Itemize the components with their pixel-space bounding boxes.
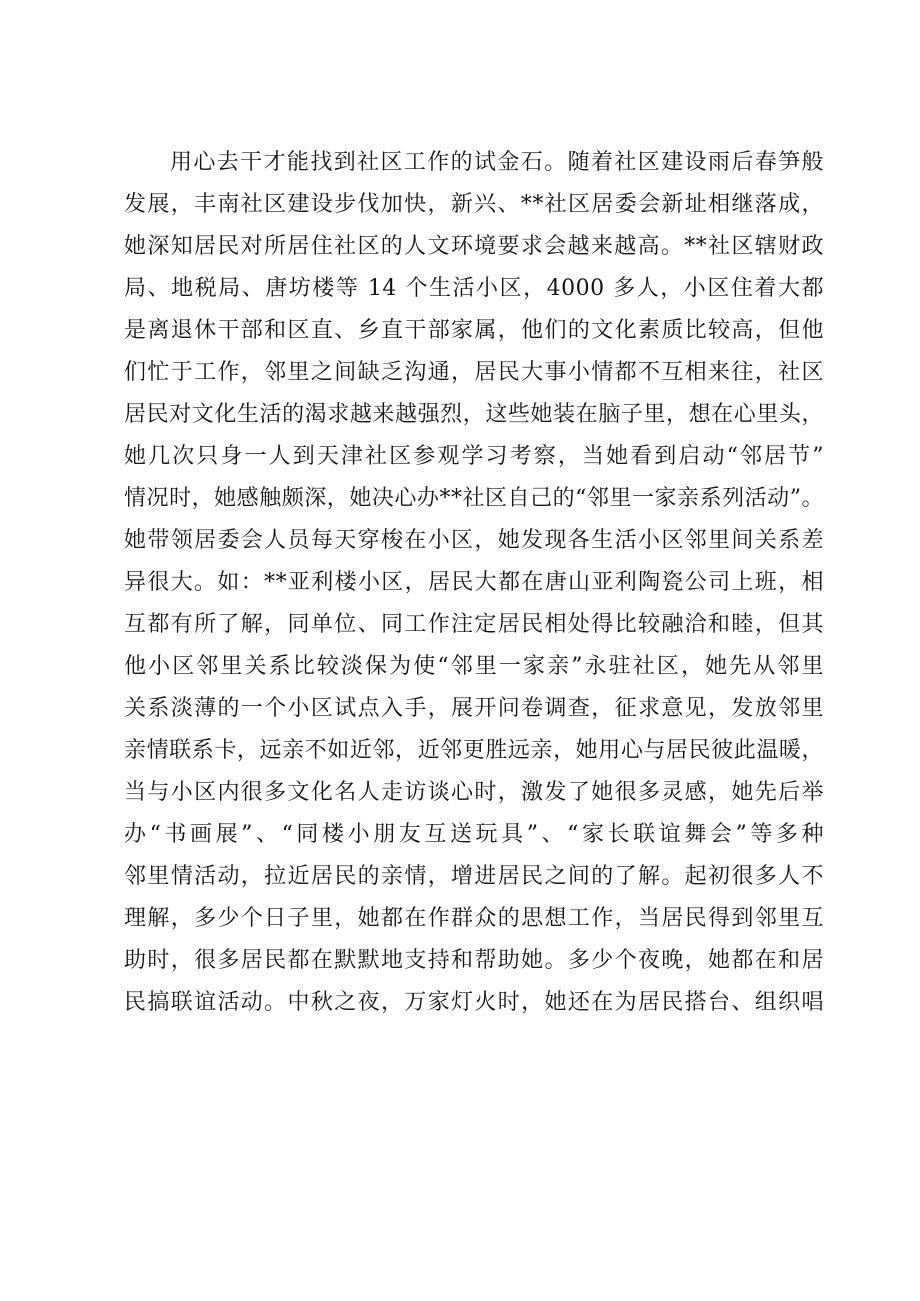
text-line-5: 是离退休干部和区直、乡直干部家属，他们的文化素质比较高，但他 [124,318,824,343]
text-line-16: 当与小区内很多文化名人走访谈心时，激发了她很多灵感，她先后举 [124,780,824,805]
text-line-6: 们忙于工作，邻里之间缺乏沟通，居民大事小情都不互相来往，社区 [124,360,824,385]
text-line-11: 异很大。如：**亚利楼小区，居民大都在唐山亚利陶瓷公司上班，相 [124,570,824,595]
text-line-3: 她深知居民对所居住社区的人文环境要求会越来越高。**社区辖财政 [124,234,824,259]
text-line-14: 关系淡薄的一个小区试点入手，展开问卷调查，征求意见，发放邻里 [124,696,824,721]
text-line-8: 她几次只身一人到天津社区参观学习考察，当她看到启动“邻居节” [124,444,824,469]
text-line-17: 办“书画展”、“同楼小朋友互送玩具”、“家长联谊舞会”等多种 [124,822,824,847]
text-line-21: 民搞联谊活动。中秋之夜，万家灯火时，她还在为居民搭台、组织唱 [124,990,824,1015]
text-line-9: 情况时，她感触颇深，她决心办**社区自己的“邻里一家亲系列活动”。 [124,486,824,511]
text-line-20: 助时，很多居民都在默默地支持和帮助她。多少个夜晚，她都在和居 [124,948,824,973]
text-line-2: 发展，丰南社区建设步伐加快，新兴、**社区居委会新址相继落成， [124,192,824,217]
text-line-7: 居民对文化生活的渴求越来越强烈，这些她装在脑子里，想在心里头， [124,402,824,427]
text-line-15: 亲情联系卡，远亲不如近邻，近邻更胜远亲，她用心与居民彼此温暖， [124,738,824,763]
text-line-10: 她带领居委会人员每天穿梭在小区，她发现各生活小区邻里间关系差 [124,528,824,553]
text-line-18: 邻里情活动，拉近居民的亲情，增进居民之间的了解。起初很多人不 [124,864,824,889]
text-line-19: 理解，多少个日子里，她都在作群众的思想工作，当居民得到邻里互 [124,906,824,931]
text-line-13: 他小区邻里关系比较淡保为使“邻里一家亲”永驻社区，她先从邻里 [124,654,824,679]
text-line-4: 局、地税局、唐坊楼等 14 个生活小区，4000 多人，小区住着大都 [124,276,824,301]
text-line-1: 用心去干才能找到社区工作的试金石。随着社区建设雨后春笋般 [170,150,824,175]
body-paragraph [124,142,824,1024]
text-line-12: 互都有所了解，同单位、同工作注定居民相处得比较融洽和睦，但其 [124,612,824,637]
